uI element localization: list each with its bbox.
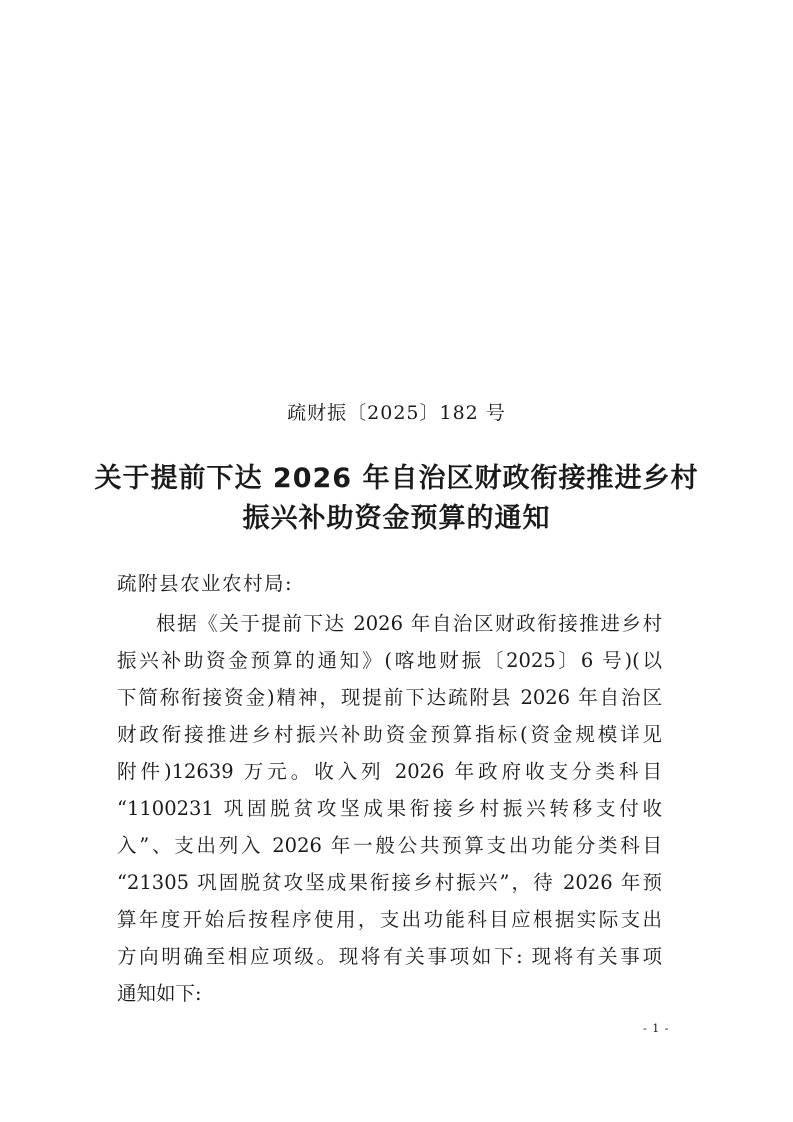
body-line: “21305 巩固脱贫攻坚成果衔接乡村振兴”，待 2026 年预: [117, 871, 662, 894]
body-line: 算年度开始后按程序使用，支出功能科目应根据实际支出: [117, 908, 662, 931]
addressee: 疏附县农业农村局:: [117, 572, 294, 595]
document-number: 疏财振〔2025〕182 号: [287, 402, 506, 424]
body-line: 入”、支出列入 2026 年一般公共预算支出功能分类科目: [117, 834, 662, 857]
document-title-line-1: 关于提前下达 2026 年自治区财政衔接推进乡村: [94, 463, 699, 494]
page-number: - 1 -: [643, 1022, 670, 1035]
body-line: 方向明确至相应项级。现将有关事项如下: 现将有关事项: [117, 945, 662, 968]
body-line: 根据《关于提前下达 2026 年自治区财政衔接推进乡村: [156, 612, 662, 635]
body-line: “1100231 巩固脱贫攻坚成果衔接乡村振兴转移支付收: [117, 797, 662, 820]
body-line: 下简称衔接资金)精神，现提前下达疏附县 2026 年自治区: [117, 686, 662, 709]
document-title-line-2: 振兴补助资金预算的通知: [242, 503, 551, 534]
body-line: 振兴补助资金预算的通知》(喀地财振〔2025〕6 号)(以: [117, 649, 662, 672]
body-line: 附件)12639 万元。收入列 2026 年政府收支分类科目: [117, 760, 662, 783]
body-line: 财政衔接推进乡村振兴补助资金预算指标(资金规模详见: [117, 723, 662, 746]
body-line: 通知如下:: [117, 982, 202, 1005]
